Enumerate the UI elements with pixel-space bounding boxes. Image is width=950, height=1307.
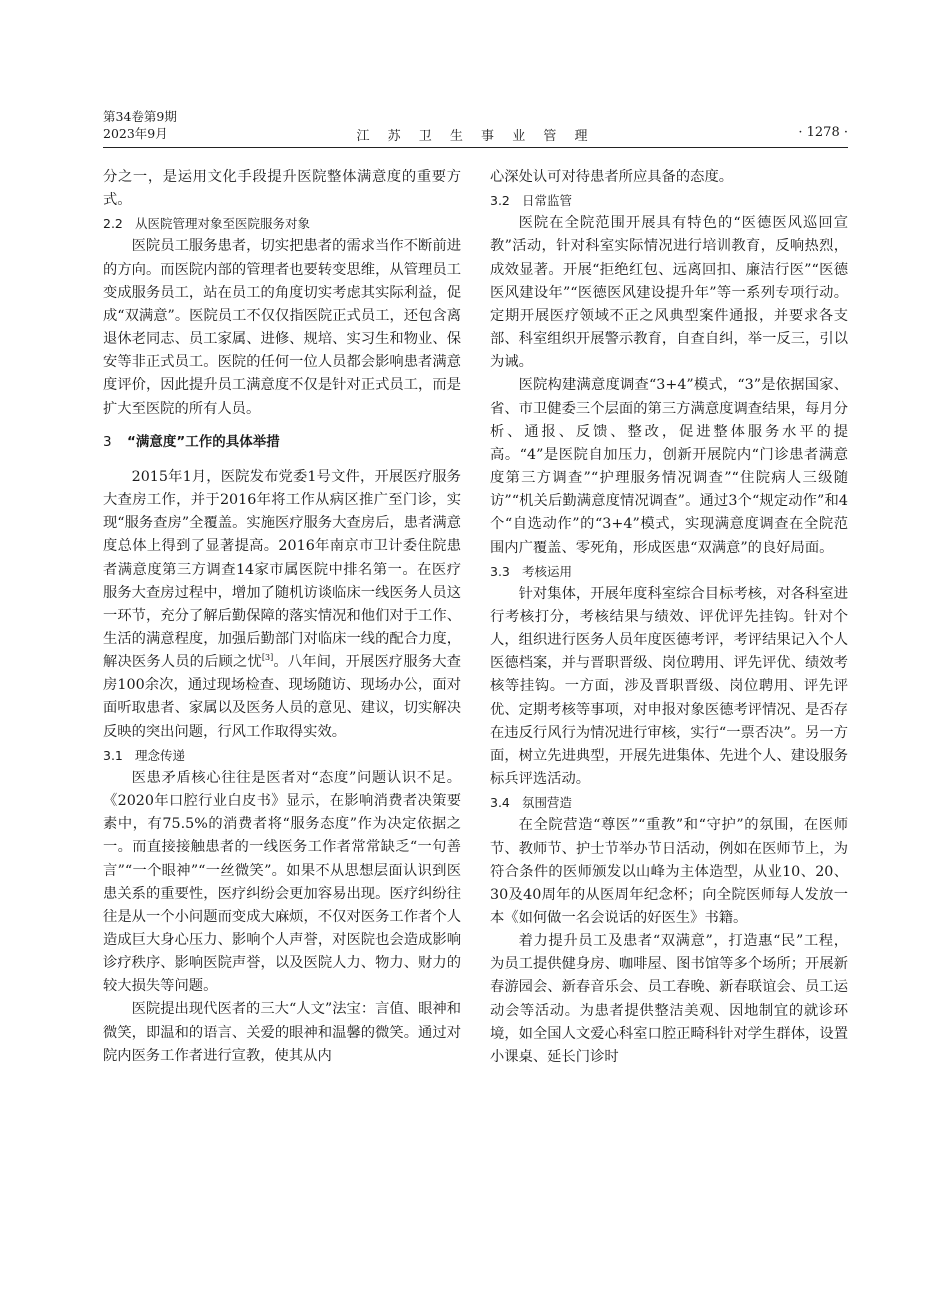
volume-issue: 第34卷第9期 [103,109,177,124]
section-number: 3 [103,433,112,450]
paragraph: 针对集体，开展年度科室综合目标考核，对各科室进行考核打分，考核结果与绩效、评优评先挂钩。针对个人，组织进行医务人员年度医德考评，考评结果记入个人医德档案，并与晋职晋级、岗位聘用、评先评优、绩效考核等挂钩。一方面，涉及晋职晋级、岗位聘用、评先评优、定期考核等事项，对申报对象医德考评情况、是否存在违反行风行为情况进行审核，实行“一票否决”。另一方面，树立先进典型，开展先进集体、先进个人、建设服务标兵评选活动。 [490,585,848,788]
subsection-heading-3-3 [490,560,848,583]
subsection-heading-3-2 [490,189,848,212]
subsection-title: 氛围营造 [522,795,573,811]
paragraph: 分之一，是运用文化手段提升医院整体满意度的重要方式。 [103,169,461,209]
page-number: · 1278 · [798,125,848,140]
citation-ref: [3] [261,653,274,663]
subsection-number: 3.1 [103,747,123,763]
paragraph-with-citation [103,466,461,744]
right-column [490,166,848,1069]
paragraph: 医院提出现代医者的三大“人文”法宝：言值、眼神和微笑，即温和的语言、关爱的眼神和温馨的微笑。通过对院内医务工作者进行宣教，使其从内 [103,1001,461,1064]
subsection-heading-2-2 [103,212,461,235]
paragraph: 医院构建满意度调查“3+4”模式，“3”是依据国家、省、市卫健委三个层面的第三方满意度调查结果，每月分析、通报、反馈、整改，促进整体服务水平的提高。“4”是医院自加压力，创新开展院内“门诊患者满意度第三方调查”“护理服务情况调查”“住院病人三级随访”“机关后勤满意度情况调查”。通过3个“规定动作”和4个“自选动作”的“3+4”模式，实现满意度调查在全院范围内广覆盖、零死角，形成医患“双满意”的良好局面。 [490,377,848,556]
subsection-title: 从医院管理对象至医院服务对象 [135,216,311,232]
subsection-title: 日常监管 [522,193,573,209]
subsection-number: 3.3 [490,563,510,579]
subsection-number: 3.2 [490,193,510,209]
section-heading-3 [103,431,461,454]
subsection-number: 2.2 [103,216,123,232]
left-column [103,166,461,1068]
subsection-title: 考核运用 [522,563,573,579]
running-header [103,108,848,148]
journal-title: 江 苏 卫 生 事 业 管 理 [356,129,595,144]
paragraph: 医患矛盾核心往往是医者对“态度”问题认识不足。《2020年口腔行业白皮书》显示，在影响消费者决策要素中，有75.5%的消费者将“服务态度”作为决定依据之一。而直接接触患者的一线医务工作者常常缺乏“一句善言”“一个眼神”“一丝微笑”。如果不从思想层面认识到医患关系的重要性，医疗纠纷会更加容易出现。医疗纠纷往往是从一个小问题而变成大麻烦，不仅对医务工作者个人造成巨大身心压力、影响个人声誉，对医院也会造成影响诊疗秩序、影响医院声誉，以及医院人力、物力、财力的较大损失等问题。 [103,769,461,995]
subsection-heading-3-4 [490,791,848,814]
subsection-number: 3.4 [490,795,510,811]
header-rule [103,147,848,148]
subsection-title: 理念传递 [135,747,186,763]
paragraph: 在全院营造“尊医”“重教”和“守护”的氛围，在医师节、教师节、护士节举办节日活动，例如在医师节上，为符合条件的医师颁发以山峰为主体造型，从业10、20、30及40周年的从医周年纪念杯；向全院医师每人发放一本《如何做一名会说话的好医生》书籍。 [490,817,848,926]
paragraph: 心深处认可对待患者所应具备的态度。 [490,169,734,185]
paragraph-text: 2015年1月，医院发布党委1号文件，开展医疗服务大查房工作，并于2016年将工作从病区推广至门诊，实现“服务查房”全覆盖。实施医疗服务大查房后，患者满意度总体上得到了显著提高。2016年南京市卫计委住院患者满意度第三方调查14家市属医院中排名第一。在医疗服务大查房过程中，增加了随机访谈临床一线医务人员这一环节，充分了解后勤保障的落实情况和他们对于工作、生活的满意程度，加强后勤部门对临床一线的配合力度，解决医务人员的后顾之忧 [103,468,461,671]
section-title: “满意度”工作的具体举措 [127,433,280,450]
paragraph: 医院员工服务患者，切实把患者的需求当作不断前进的方向。而医院内部的管理者也要转变思维，从管理员工变成服务员工，站在员工的角度切实考虑其实际利益，促成“双满意”。医院员工不仅仅指医院正式员工，还包含离退休老同志、员工家属、进修、规培、实习生和物业、保安等非正式员工。医院的任何一位人员都会影响患者满意度评价，因此提升员工满意度不仅是针对正式员工，而是扩大至医院的所有人员。 [103,238,461,417]
issue-date: 2023年9月 [103,126,168,141]
paragraph-text: 。八年间，开展医疗服务大查房100余次，通过现场检查、现场随访、现场办公，面对面听取患者、家属以及医务人员的意见、建议，切实解决反映的突出问题，行风工作取得实效。 [103,654,462,740]
paragraph: 医院在全院范围开展具有特色的“医德医风巡回宣教”活动，针对科室实际情况进行培训教育，反响热烈，成效显著。开展“拒绝红包、远离回扣、廉洁行医”“医德医风建设年”“医德医风建设提升年”等一系列专项行动。定期开展医疗领域不正之风典型案件通报，并要求各支部、科室组织开展警示教育，自查自纠，举一反三，引以为诫。 [490,215,848,371]
paragraph: 着力提升员工及患者“双满意”，打造惠“民”工程，为员工提供健身房、咖啡屋、图书馆等多个场所；开展新春游园会、新春音乐会、员工春晚、新春联谊会、员工运动会等活动。为患者提供整洁美观、因地制宜的就诊环境，如全国人文爱心科室口腔正畸科针对学生群体，设置小课桌、延长门诊时 [490,933,848,1065]
subsection-heading-3-1 [103,744,461,767]
